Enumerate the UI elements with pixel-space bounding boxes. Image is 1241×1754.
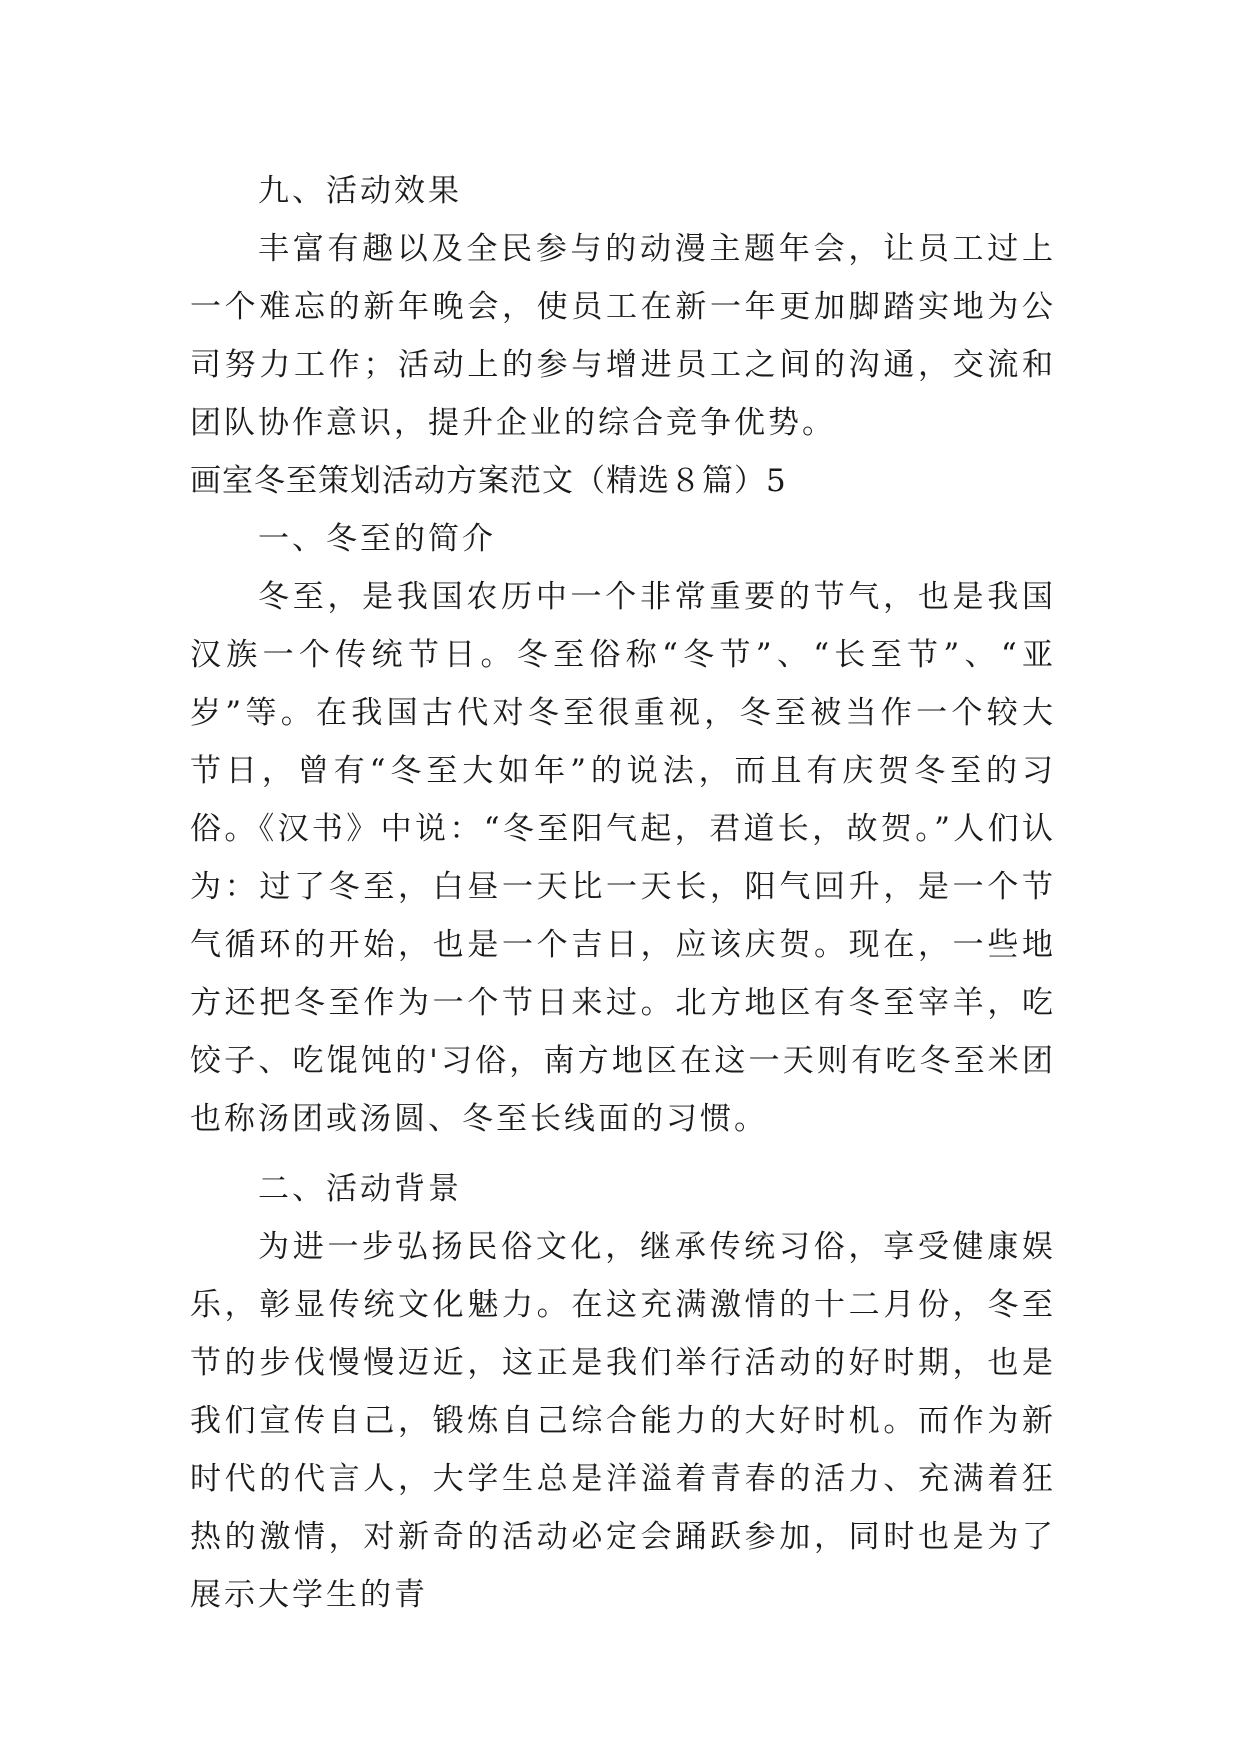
paragraph-background: 为进一步弘扬民俗文化，继承传统习俗，享受健康娱乐，彰显传统文化魅力。在这充满激情的十二月份，冬至节的步伐慢慢迈近，这正是我们举行活动的好时期，也是我们宣传自己，锻炼自己综合能力的大好时机。而作为新时代的代言人，大学生总是洋溢着青春的活力、充满着狂热的激情，对新奇的活动必定会踊跃参加，同时也是为了展示大学生的青: [190, 1229, 1056, 1613]
paragraph-intro: 冬至，是我国农历中一个非常重要的节气，也是我国汉族一个传统节日。冬至俗称“冬节”、“长至节”、“亚岁”等。在我国古代对冬至很重视，冬至被当作一个较大节日，曾有“冬至大如年”的说法，而且有庆贺冬至的习俗。《汉书》中说：“冬至阳气起，君道长，故贺。”人们认为：过了冬至，白昼一天比一天长，阳气回升，是一个节气循环的开始，也是一个吉日，应该庆贺。现在，一些地方还把冬至作为一个节日来过。北方地区有冬至宰羊，吃饺子、吃馄饨的'习俗，南方地区在这一天则有吃冬至米团也称汤团或汤圆、冬至长线面的习惯。: [190, 579, 1056, 1137]
document-content: [190, 162, 1056, 1624]
paragraph-effect: 丰富有趣以及全民参与的动漫主题年会，让员工过上一个难忘的新年晚会，使员工在新一年更加脚踏实地为公司努力工作；活动上的参与增进员工之间的沟通，交流和团队协作意识，提升企业的综合竞争优势。: [190, 231, 1056, 441]
section-heading-effect: 九、活动效果: [258, 173, 462, 209]
spacer: [190, 1148, 1056, 1160]
document-title: 画室冬至策划活动方案范文（精选８篇）5: [190, 463, 787, 499]
section-heading-intro: 一、冬至的简介: [258, 521, 496, 557]
section-heading-background: 二、活动背景: [258, 1171, 462, 1207]
